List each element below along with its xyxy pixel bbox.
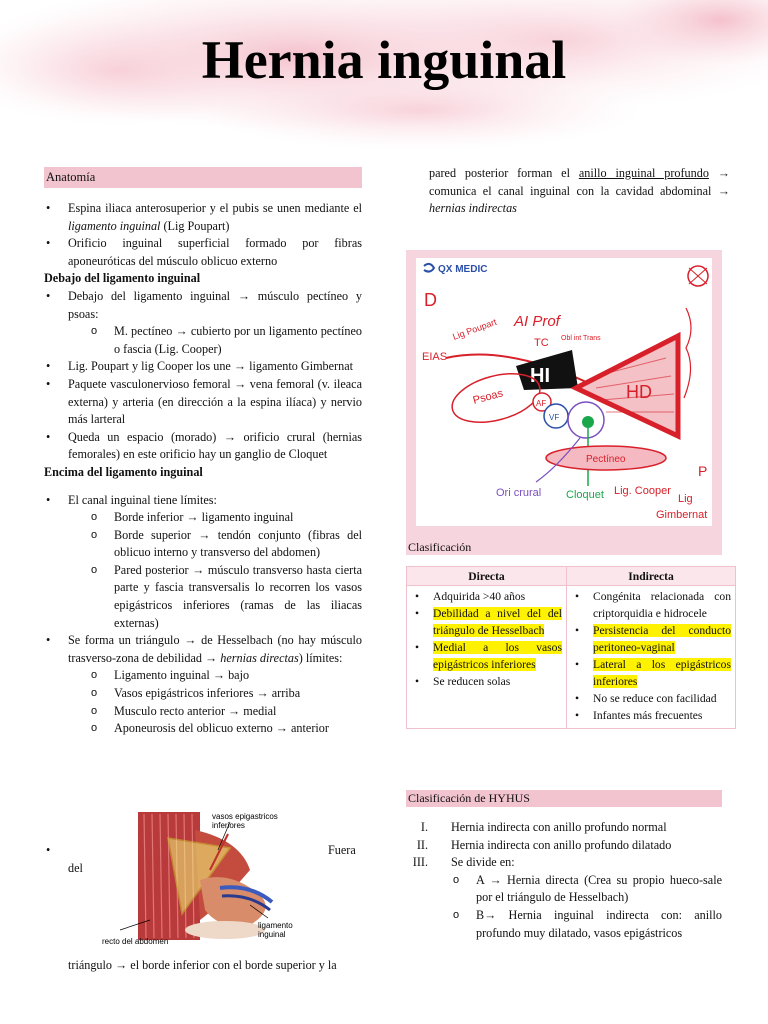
column-header-indirecta: Indirecta (567, 567, 736, 586)
text: Infantes más frecuentes (593, 709, 703, 722)
list-number: II. (416, 837, 428, 852)
list-item (406, 854, 722, 872)
text: ligamento inguinal (68, 218, 161, 233)
label-ai-prof: AI Prof (514, 313, 560, 330)
list-item (569, 656, 731, 690)
anat-label-lig1: ligamento (258, 921, 293, 930)
text: Se divide en: (451, 855, 515, 870)
bullet-dot: • (46, 843, 51, 857)
text: → comunica el canal inguinal con la cavidad abdominal → (429, 166, 730, 198)
hand-drawn-diagram (416, 258, 712, 526)
list-item (409, 673, 562, 690)
list-item: • Debajo del ligamento inguinal → músculo pectíneo y psoas: (44, 288, 362, 323)
text: ) límites: (298, 650, 343, 665)
list-number: I. (420, 820, 428, 834)
list-number: III. (412, 855, 428, 870)
list-item (569, 588, 731, 622)
fuera-text: Fuera (328, 843, 356, 857)
paragraph (406, 165, 730, 218)
label-p: P (698, 463, 708, 479)
list-item (409, 588, 562, 605)
text: No se reduce con facilidad (593, 692, 717, 705)
text: Se reducen solas (433, 675, 511, 688)
anat-label-recto: recto del abdomen (102, 937, 169, 946)
left-column (44, 167, 362, 738)
sub-list-item: o Borde superior → tendón conjunto (fibras del oblicuo interno y transverso del abdomen) (44, 527, 362, 562)
clasificacion-heading: Clasificación (408, 540, 472, 554)
page-title: Hernia inguinal (201, 30, 567, 90)
text: hernias directas (220, 650, 299, 665)
del-text: del (68, 861, 83, 875)
logo-icon (424, 264, 434, 272)
list-item (44, 632, 362, 667)
highlighted-text: Persistencia del conducto peritoneo-vaginal (593, 624, 731, 654)
label-lig-cooper: Lig. Cooper (614, 485, 671, 497)
anatomy-heading: Anatomía (44, 167, 362, 188)
hyhus-heading: Clasificación de HYHUS (406, 790, 722, 807)
directa-cell (407, 586, 567, 729)
label-tc-note: Obl int Trans (561, 335, 601, 342)
list-item (406, 819, 722, 837)
anat-label-lig2: inguinal (258, 930, 286, 939)
list-item: • Orificio inguinal superficial formado por fibras aponeuróticas del músculo oblicuo externo (44, 235, 362, 270)
sub-list-item: o Aponeurosis del oblicuo externo → anterior (44, 720, 362, 738)
text: pared posterior forman el (429, 166, 579, 180)
label-af: AF (536, 399, 547, 408)
anat-label-vasos: vasos epigastricos (212, 812, 278, 821)
sub-list-item: o Vasos epigástricos inferiores → arriba (44, 685, 362, 703)
sub-list-item: o A → Hernia directa (Crea su propio hueco-sale por el triángulo de Hesselbach) (406, 872, 722, 907)
label-pectineo: Pectíneo (586, 454, 626, 465)
list-item: • El canal inguinal tiene límites: (44, 492, 362, 510)
classification-table (406, 566, 736, 729)
text: Hernia indirecta con anillo profundo dilatado (451, 837, 672, 852)
label-cloquet: Cloquet (566, 489, 604, 501)
text: Se forma un triángulo → de Hesselbach (no hay músculo trasverso-zona de debilidad → (68, 633, 362, 665)
anatomy-illustration (100, 810, 315, 950)
label-psoas: Psoas (471, 387, 505, 407)
sub-list-item: o Pared posterior → músculo transverso hasta cierta parte y fascia transversalis lo recorren los vasos epigástricos inferiores (ramas de las iliacas externas) (44, 562, 362, 632)
sub-list-item: o Borde inferior → ligamento inguinal (44, 509, 362, 527)
list-item (569, 690, 731, 707)
column-header-directa: Directa (407, 567, 567, 586)
label-lig: Lig (678, 493, 693, 505)
label-hd: HD (626, 382, 652, 402)
sub-list-item: o Ligamento inguinal → bajo (44, 667, 362, 685)
section-heading-debajo: Debajo del ligamento inguinal (44, 271, 201, 286)
label-eias: EIAS (422, 351, 448, 363)
logo-text: QX MEDIC (438, 264, 488, 275)
label-vf: VF (549, 413, 560, 422)
list-item (409, 639, 562, 673)
label-lig-poupart: Lig Poupart (451, 316, 498, 342)
sub-list-item: o B→ Hernia inguinal indirecta con: anillo profundo muy dilatado, vasos epigástricos (406, 907, 722, 942)
indirecta-cell (567, 586, 736, 729)
text: hernias indirectas (429, 201, 517, 216)
figure-frame (406, 250, 722, 555)
highlighted-text: Medial a los vasos epigástricos inferiores (433, 641, 562, 671)
text: Adquirida >40 años (433, 590, 526, 603)
list-item: • Lig. Poupart y lig Cooper los une → ligamento Gimbernat (44, 358, 362, 376)
sub-list-item: o Musculo recto anterior → medial (44, 703, 362, 721)
text: anillo inguinal profundo (578, 166, 709, 180)
list-item (409, 605, 562, 639)
label-hi: HI (530, 365, 550, 387)
hyhus-section (406, 790, 722, 942)
text: Espina iliaca anterosuperior y el pubis se unen mediante el (68, 201, 362, 215)
sub-list-item: o M. pectíneo → cubierto por un ligamento pectíneo o fascia (Lig. Cooper) (44, 323, 362, 358)
list-item (406, 837, 722, 855)
label-gimbernat: Gimbernat (656, 509, 708, 521)
list-item: • Queda un espacio (morado) → orificio crural (hernias femorales) en este orificio hay un ganglio de Cloquet (44, 429, 362, 464)
label-ori-crural: Ori crural (496, 487, 542, 499)
list-item (569, 622, 731, 656)
highlighted-text: Debilidad a nivel del del triángulo de Hesselbach (433, 607, 562, 637)
text: Hernia indirecta con anillo profundo normal (451, 820, 667, 834)
section-heading-encima: Encima del ligamento inguinal (44, 464, 203, 479)
label-d: D (424, 290, 437, 310)
anat-label-inferiores: inferiores (212, 821, 245, 830)
list-item (44, 200, 362, 235)
highlighted-text: Lateral a los epigástricos inferiores (593, 658, 731, 688)
right-column-top (406, 165, 730, 218)
list-item: • Paquete vasculonervioso femoral → vena femoral (v. ileaca externa) y arteria (en dirección a la espina ilíaca) y nervio más larteral (44, 376, 362, 429)
label-tc: TC (534, 337, 549, 349)
text: (Lig Poupart) (160, 218, 230, 233)
text: Congénita relacionada con criptorquidia e hidrocele (593, 590, 731, 620)
list-item (569, 707, 731, 724)
continuation-text: triángulo → el borde inferior con el borde superior y la (68, 958, 337, 972)
